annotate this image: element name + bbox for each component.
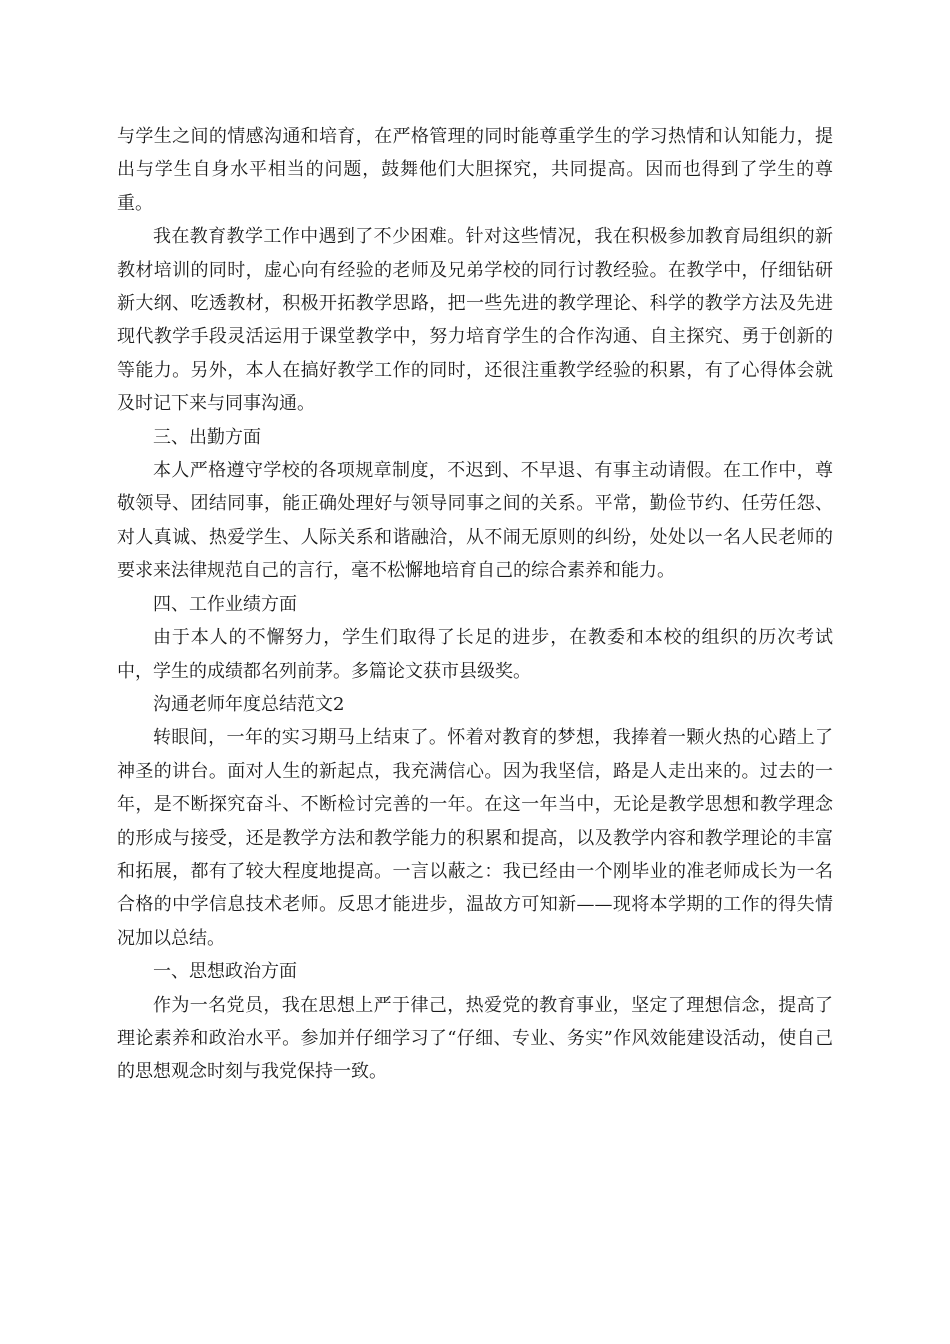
paragraph: 本人严格遵守学校的各项规章制度，不迟到、不早退、有事主动请假。在工作中，尊敬领导、团结同事，能正确处理好与领导同事之间的关系。平常，勤俭节约、任劳任怨、对人真诚、热爱学生、人际关系和谐融洽，从不闹无原则的纠纷，处处以一名人民老师的要求来法律规范自己的言行，毫不松懈地培育自己的综合素养和能力。 xyxy=(117,460,833,582)
article-title: 沟通老师年度总结范文2 xyxy=(153,693,345,715)
paragraph: 作为一名党员，我在思想上严于律己，热爱党的教育事业，坚定了理想信念，提高了理论素养和政治水平。参加并仔细学习了“仔细、专业、务实”作风效能建设活动，使自己的思想观念时刻与我党保持一致。 xyxy=(117,994,833,1083)
paragraph: 与学生之间的情感沟通和培育，在严格管理的同时能尊重学生的学习热情和认知能力，提出与学生自身水平相当的问题，鼓舞他们大胆探究，共同提高。因而也得到了学生的尊重。 xyxy=(117,126,833,214)
paragraph: 我在教育教学工作中遇到了不少困难。针对这些情况，我在积极参加教育局组织的新教材培训的同时，虚心向有经验的老师及兄弟学校的同行讨教经验。在教学中，仔细钻研新大纲、吃透教材，积极开拓教学思路，把一些先进的教学理论、科学的教学方法及先进现代教学手段灵活运用于课堂教学中，努力培育学生的合作沟通、自主探究、勇于创新的等能力。另外，本人在搞好教学工作的同时，还很注重教学经验的积累，有了心得体会就及时记下来与同事沟通。 xyxy=(117,226,833,415)
section-heading: 一、思想政治方面 xyxy=(153,961,297,983)
paragraph: 由于本人的不懈努力，学生们取得了长足的进步，在教委和本校的组织的历次考试中，学生的成绩都名列前茅。多篇论文获市县级奖。 xyxy=(117,627,833,682)
section-heading: 三、出勤方面 xyxy=(153,426,261,448)
paragraph: 转眼间，一年的实习期马上结束了。怀着对教育的梦想，我捧着一颗火热的心踏上了神圣的讲台。面对人生的新起点，我充满信心。因为我坚信，路是人走出来的。过去的一年，是不断探究奋斗、不断检讨完善的一年。在这一年当中，无论是教学思想和教学理念的形成与接受，还是教学方法和教学能力的积累和提高，以及教学内容和教学理论的丰富和拓展，都有了较大程度地提高。一言以蔽之：我已经由一个刚毕业的准老师成长为一名合格的中学信息技术老师。反思才能进步，温故方可知新——现将本学期的工作的得失情况加以总结。 xyxy=(117,727,833,949)
document-body xyxy=(117,120,833,1089)
section-heading: 四、工作业绩方面 xyxy=(153,593,297,615)
